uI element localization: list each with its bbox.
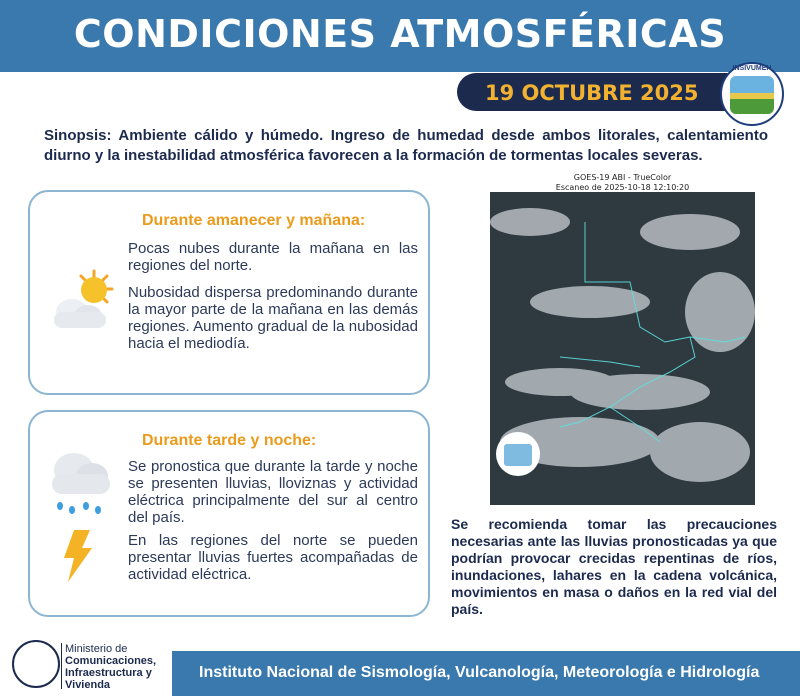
- lightning-icon: [60, 528, 96, 584]
- satellite-caption-2: Escaneo de 2025-10-18 12:10:20: [555, 183, 690, 192]
- evening-title: Durante tarde y noche:: [142, 432, 317, 449]
- ministry-line-1: Ministerio de: [65, 643, 128, 655]
- morning-title: Durante amanecer y mañana:: [142, 212, 366, 229]
- sinopsis-text: Sinopsis: Ambiente cálido y húmedo. Ingreso de humedad desde ambos litorales, calentamiento diurno y la inestabilidad atmosférica favorecen a la formación de tormentas locales severas.: [44, 127, 768, 164]
- ministry-divider: [61, 643, 62, 689]
- ministry-seal-icon: [12, 640, 60, 688]
- page-title: CONDICIONES ATMOSFÉRICAS: [73, 12, 727, 56]
- morning-card: [28, 190, 430, 395]
- institute-name: Instituto Nacional de Sismología, Vulcanología, Meteorología e Hidrología: [199, 664, 760, 681]
- evening-text-2: En las regiones del norte se pueden presentar lluvias fuertes acompañadas de actividad eléctrica.: [128, 532, 418, 583]
- insivumeh-logo: [720, 62, 784, 126]
- partly-cloudy-icon: [42, 267, 118, 337]
- seal-label: INSIVUMEH: [732, 65, 772, 72]
- recommendation-text: Se recomienda tomar las precauciones necesarias ante las lluvias pronosticadas ya que podrían provocar crecidas repentinas de ríos, inundaciones, lahares en la cadena volcánica, movimientos en masa o daños en la red vial del país.: [451, 516, 777, 617]
- satellite-map-illustration: [490, 192, 755, 505]
- satellite-caption-1: GOES-19 ABI - TrueColor: [573, 173, 672, 182]
- satellite-image: [490, 192, 755, 505]
- morning-text-1: Pocas nubes durante la mañana en las regiones del norte.: [128, 240, 418, 274]
- header-banner: [0, 0, 800, 72]
- evening-text-1: Se pronostica que durante la tarde y noche se presenten lluvias, lloviznas y actividad eléctrica principalmente del sur al centro del país.: [128, 458, 418, 526]
- ministry-line-4: Vivienda: [65, 679, 111, 691]
- rain-cloud-icon: [42, 448, 114, 520]
- footer-banner: [172, 651, 800, 696]
- evening-card: [28, 410, 430, 617]
- ministry-line-3: Infraestructura y: [65, 667, 152, 679]
- morning-text-2: Nubosidad dispersa predominando durante la mayor parte de la mañana en las demás regiones. Aumento gradual de la nubosidad hacia el mediodía.: [128, 284, 418, 352]
- ministry-logo-text: [65, 643, 156, 691]
- ministry-line-2: Comunicaciones,: [65, 655, 157, 667]
- date-label: 19 OCTUBRE 2025: [485, 81, 699, 105]
- seal-emblem: [730, 76, 774, 114]
